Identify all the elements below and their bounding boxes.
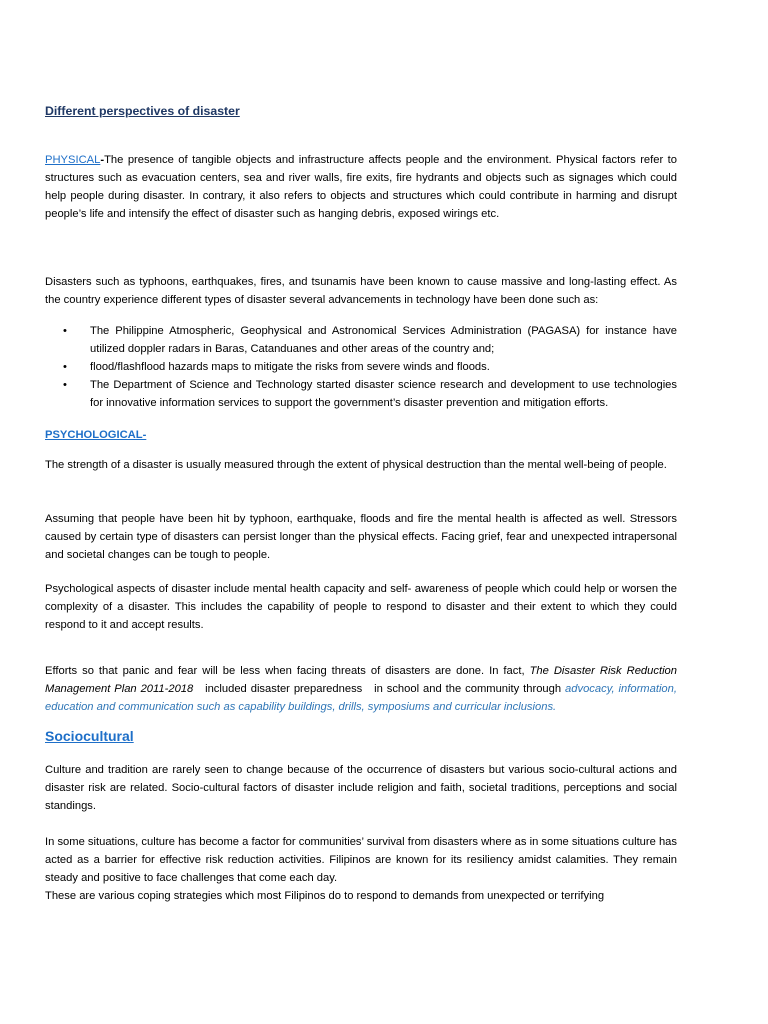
document-title: Different perspectives of disaster — [45, 104, 240, 118]
psychological-paragraph-1: The strength of a disaster is usually measured through the extent of physical destruction than the mental well-being of people. — [45, 459, 667, 471]
physical-paragraph — [45, 151, 677, 223]
advocacy-highlight: advocacy, information, education and communication such as capability buildings, drills, symposiums and curricular inclusions. — [45, 683, 681, 713]
list-item: • The Department of Science and Technology started disaster science research and development to use technologies for innovative information services to support the government’s disaster prevention and mitigation efforts. — [45, 376, 677, 412]
psychological-paragraph-3: Psychological aspects of disaster include mental health capacity and self- awareness of people which could help or worsen the complexity of a disaster. This includes the capability of people to respond to disaster and their extent to which they could respond to it and accept results. — [45, 583, 677, 631]
sociocultural-paragraph-1: Culture and tradition are rarely seen to change because of the occurrence of disasters but various socio-cultural actions and disaster risk are related. Socio-cultural factors of disaster include religion and faith, societal traditions, perceptions and social standings. — [45, 764, 677, 812]
drrm-plan-title: The Disaster Risk Reduction Management Plan 2011-2018 — [45, 665, 681, 695]
sociocultural-heading: Sociocultural — [45, 728, 134, 744]
list-item: • flood/flashflood hazards maps to mitigate the risks from severe winds and floods. — [45, 358, 677, 376]
psychological-heading: PSYCHOLOGICAL- — [45, 429, 147, 441]
list-item: • The Philippine Atmospheric, Geophysical and Astronomical Services Administration (PAGASA) for instance have utilized doppler radars in Baras, Catanduanes and other areas of the country and; — [45, 322, 677, 358]
physical-dash: - — [100, 154, 105, 166]
sociocultural-paragraph-2: In some situations, culture has become a factor for communities’ survival from disasters where as in some situations culture has acted as a barrier for effective risk reduction activities. Filipinos are known for its resiliency amidst calamities. They remain steady and positive to face challenges that come each day. — [45, 836, 677, 884]
bullet-dot: • — [63, 379, 67, 391]
psychological-paragraph-4: Efforts so that panic and fear will be less when facing threats of disasters are done. In fact, The Disaster Risk Reduction Management Plan 2011-2018 included disaster preparedness in school and the community through advocacy, information, education and communication such as capability buildings, drills, symposiums and curricular inclusions. — [45, 665, 681, 713]
physical-heading: PHYSICAL — [45, 154, 101, 166]
disasters-intro-paragraph: Disasters such as typhoons, earthquakes, fires, and tsunamis have been known to cause massive and long-lasting effect. As the country experience different types of disaster several advancements in technology have been done such as: — [45, 276, 677, 306]
physical-text: The presence of tangible objects and infrastructure affects people and the environment. Physical factors refer to structures such as evacuation centers, sea and river walls, fire exits, fire hydrants and objects such as signages which could help people during disaster. In contrary, it also refers to objects and structures which could contribute in harming and disrupt people’s life and intensify the effect of disaster such as hanging debris, exposed wirings etc. — [45, 154, 677, 220]
bullet-dot: • — [63, 325, 67, 337]
bullet-dot: • — [63, 361, 67, 373]
psychological-paragraph-2: Assuming that people have been hit by typhoon, earthquake, floods and fire the mental health is affected as well. Stressors caused by certain type of disasters can persist longer than the physical effects. Facing grief, fear and unexpected intrapersonal and societal changes can be tough to people. — [45, 513, 677, 561]
technology-bullet-list — [45, 322, 677, 412]
sociocultural-paragraph-3: These are various coping strategies which most Filipinos do to respond to demands from unexpected or terrifying — [45, 890, 605, 902]
